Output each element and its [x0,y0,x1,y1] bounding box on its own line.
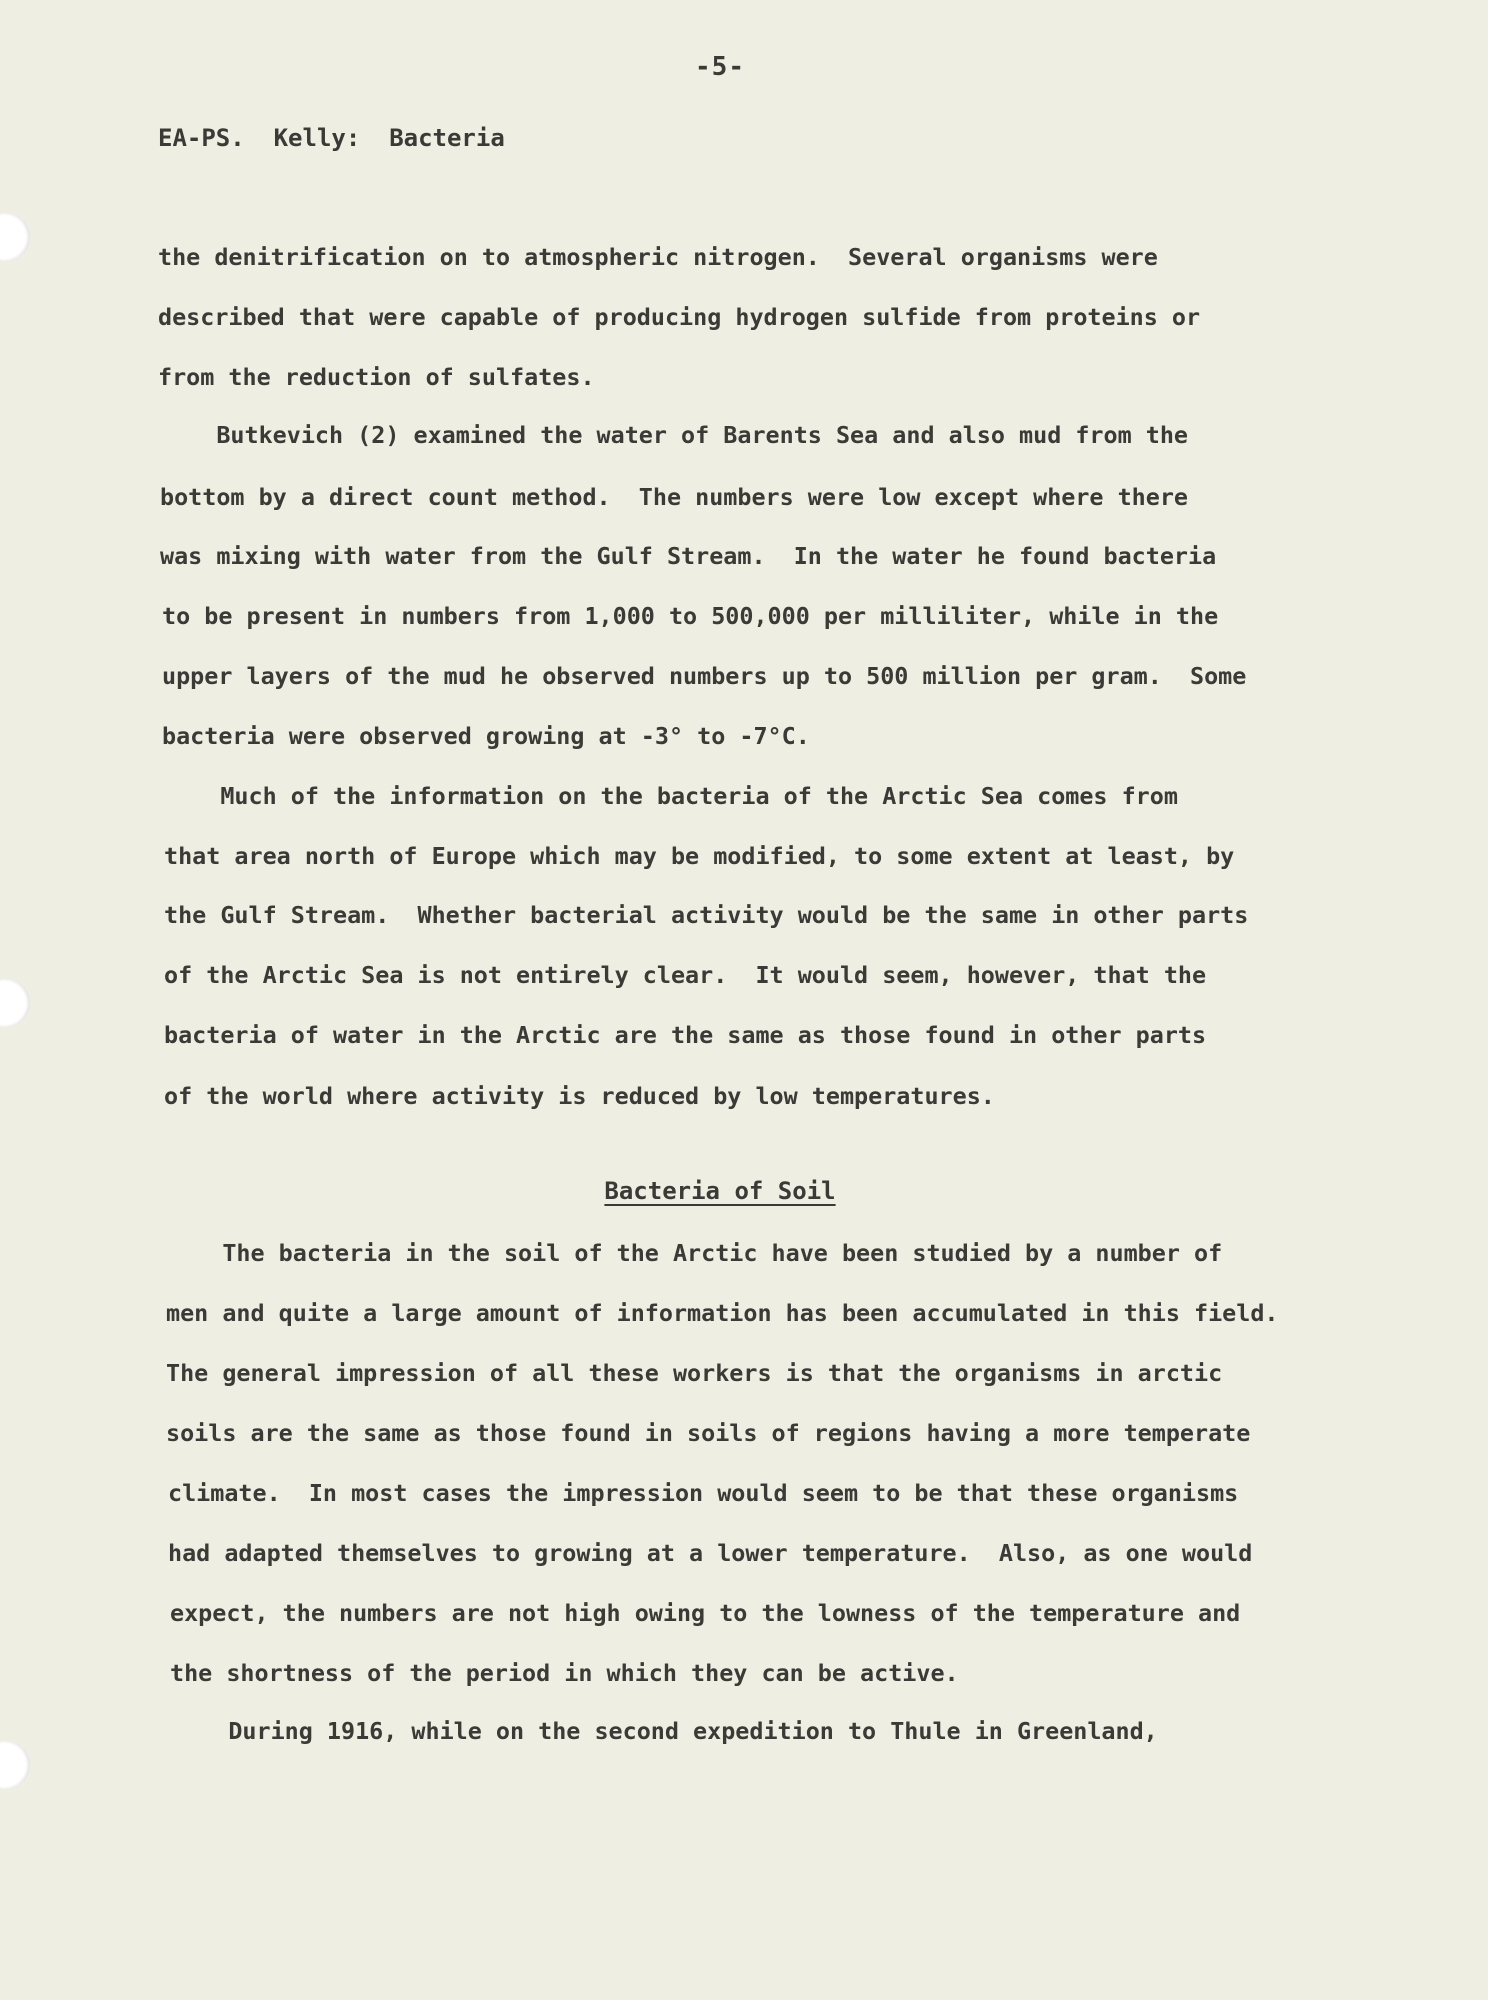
page-number: -5- [695,52,745,82]
text-line: During 1916, while on the second expedition to Thule in Greenland, [172,1717,1158,1745]
text-line: soils are the same as those found in soils of regions having a more temperate [166,1419,1251,1447]
text-line: bacteria of water in the Arctic are the same as those found in other parts [164,1021,1207,1049]
text-line: bacteria were observed growing at -3° to -7°C. [162,722,810,750]
text-line: climate. In most cases the impression would seem to be that these organisms [168,1479,1239,1507]
text-line: described that were capable of producing hydrogen sulfide from proteins or [158,303,1201,331]
text-line: men and quite a large amount of information has been accumulated in this field. [166,1299,1279,1327]
text-line: from the reduction of sulfates. [158,363,595,391]
punch-hole [0,213,30,261]
text-line: The bacteria in the soil of the Arctic have been studied by a number of [166,1239,1223,1267]
text-line: The general impression of all these workers is that the organisms in arctic [166,1359,1223,1387]
text-line: Much of the information on the bacteria of the Arctic Sea comes from [164,782,1178,810]
punch-hole [0,979,30,1027]
text-line: to be present in numbers from 1,000 to 500,000 per milliliter, while in the [162,602,1219,630]
text-line: of the world where activity is reduced by low temperatures. [164,1082,995,1110]
punch-hole [0,1741,30,1789]
text-line: of the Arctic Sea is not entirely clear. It would seem, however, that the [164,961,1207,989]
text-line: that area north of Europe which may be modified, to some extent at least, by [164,842,1235,870]
text-line: Butkevich (2) examined the water of Barents Sea and also mud from the [160,421,1189,449]
text-line: the denitrification on to atmospheric nitrogen. Several organisms were [158,243,1158,271]
text-line: upper layers of the mud he observed numbers up to 500 million per gram. Some [162,662,1247,690]
text-line: bottom by a direct count method. The numbers were low except where there [160,483,1189,511]
running-head: EA-PS. Kelly: Bacteria [158,124,505,152]
text-line: was mixing with water from the Gulf Stream. In the water he found bacteria [160,542,1217,570]
section-heading: Bacteria of Soil [604,1177,836,1205]
text-line: the shortness of the period in which they can be active. [170,1659,959,1687]
text-line: had adapted themselves to growing at a lower temperature. Also, as one would [168,1539,1253,1567]
text-line: expect, the numbers are not high owing to the lowness of the temperature and [170,1599,1241,1627]
text-line: the Gulf Stream. Whether bacterial activity would be the same in other parts [164,901,1249,929]
